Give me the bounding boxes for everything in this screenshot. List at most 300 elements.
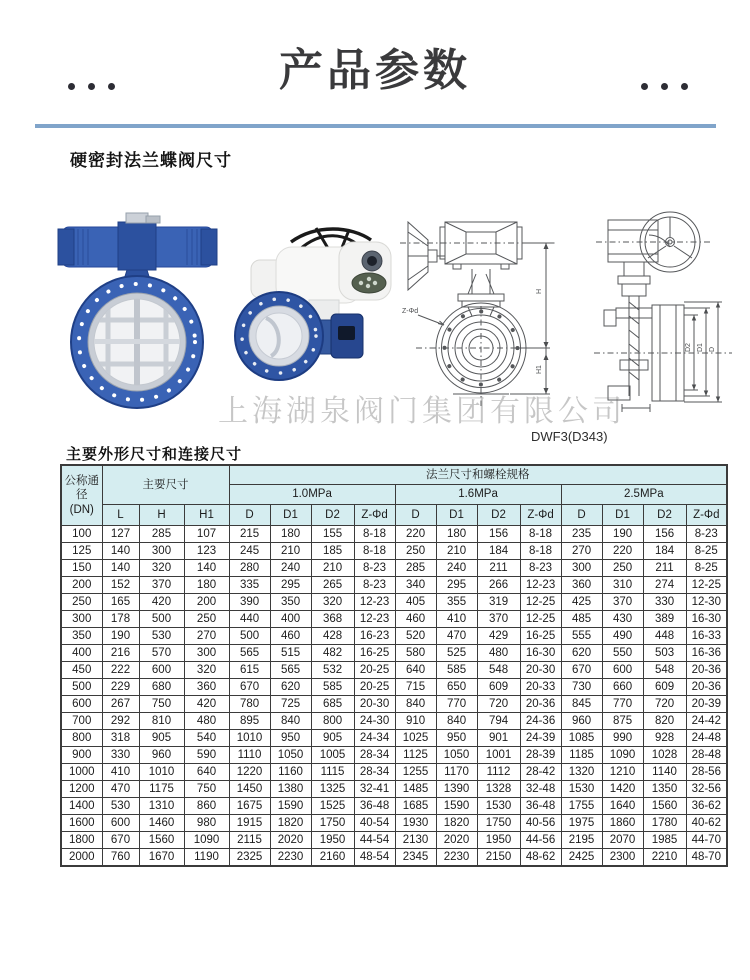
col-header-d2: D2 bbox=[311, 504, 354, 525]
dim-cell: 1380 bbox=[270, 780, 311, 797]
col-header-d1: D1 bbox=[270, 504, 311, 525]
dim-cell: 1320 bbox=[561, 763, 602, 780]
dim-cell: 910 bbox=[395, 712, 436, 729]
dim-cell: 1675 bbox=[229, 797, 270, 814]
dim-cell: 32-48 bbox=[520, 780, 561, 797]
dim-cell: 480 bbox=[477, 644, 520, 661]
dim-cell: 685 bbox=[311, 695, 354, 712]
dn-cell: 700 bbox=[61, 712, 102, 729]
dim-cell: 240 bbox=[436, 559, 477, 576]
dim-cell: 895 bbox=[229, 712, 270, 729]
dim-cell: 250 bbox=[184, 610, 229, 627]
table-row bbox=[61, 559, 727, 576]
dim-cell: 360 bbox=[184, 678, 229, 695]
dim-cell: 155 bbox=[311, 525, 354, 542]
dn-cell: 400 bbox=[61, 644, 102, 661]
dn-cell: 500 bbox=[61, 678, 102, 695]
table-row bbox=[61, 831, 727, 848]
dim-cell: 2345 bbox=[395, 848, 436, 866]
dim-cell: 1950 bbox=[477, 831, 520, 848]
dim-cell: 8-18 bbox=[520, 542, 561, 559]
dim-cell: 2300 bbox=[602, 848, 643, 866]
dim-cell: 28-48 bbox=[686, 746, 727, 763]
col-header-1.6mpa: 1.6MPa bbox=[395, 485, 561, 504]
dim-label-h: H bbox=[536, 288, 543, 294]
col-header-dn: 公称通径(DN) bbox=[61, 465, 102, 525]
col-header-zfd: Z-Φd bbox=[686, 504, 727, 525]
dim-cell: 1420 bbox=[602, 780, 643, 797]
dim-cell: 1170 bbox=[436, 763, 477, 780]
dim-cell: 16-25 bbox=[354, 644, 395, 661]
dim-cell: 820 bbox=[643, 712, 686, 729]
dim-cell: 1220 bbox=[229, 763, 270, 780]
dim-cell: 1485 bbox=[395, 780, 436, 797]
valve-flange bbox=[71, 276, 203, 408]
dim-cell: 245 bbox=[229, 542, 270, 559]
dim-cell: 425 bbox=[561, 593, 602, 610]
dim-cell: 350 bbox=[270, 593, 311, 610]
dim-cell: 156 bbox=[477, 525, 520, 542]
col-header-h1: H1 bbox=[184, 504, 229, 525]
dim-cell: 24-48 bbox=[686, 729, 727, 746]
svg-text:Z-Φd: Z-Φd bbox=[402, 308, 419, 315]
dim-cell: 250 bbox=[602, 559, 643, 576]
dim-cell: 620 bbox=[561, 644, 602, 661]
table-row bbox=[61, 763, 727, 780]
dim-cell: 1005 bbox=[311, 746, 354, 763]
dim-cell: 600 bbox=[602, 661, 643, 678]
dn-cell: 350 bbox=[61, 627, 102, 644]
dim-cell: 960 bbox=[139, 746, 184, 763]
dim-cell: 32-41 bbox=[354, 780, 395, 797]
dim-cell: 20-36 bbox=[686, 678, 727, 695]
dim-cell: 184 bbox=[477, 542, 520, 559]
dim-cell: 1560 bbox=[139, 831, 184, 848]
dim-cell: 525 bbox=[436, 644, 477, 661]
dim-cell: 355 bbox=[436, 593, 477, 610]
dim-cell: 24-34 bbox=[354, 729, 395, 746]
dn-cell: 900 bbox=[61, 746, 102, 763]
dim-cell: 485 bbox=[561, 610, 602, 627]
dim-cell: 8-23 bbox=[354, 559, 395, 576]
dim-cell: 960 bbox=[561, 712, 602, 729]
dim-cell: 1190 bbox=[184, 848, 229, 866]
dim-cell: 810 bbox=[139, 712, 184, 729]
dim-cell: 565 bbox=[229, 644, 270, 661]
table-row bbox=[61, 695, 727, 712]
dim-cell: 1350 bbox=[643, 780, 686, 797]
dim-cell: 265 bbox=[311, 576, 354, 593]
dim-cell: 420 bbox=[184, 695, 229, 712]
dim-cell: 215 bbox=[229, 525, 270, 542]
dim-cell: 405 bbox=[395, 593, 436, 610]
dim-cell: 845 bbox=[561, 695, 602, 712]
dim-cell: 1670 bbox=[139, 848, 184, 866]
pneumatic-valve-photo bbox=[50, 210, 225, 415]
dim-cell: 600 bbox=[139, 661, 184, 678]
dim-cell: 515 bbox=[270, 644, 311, 661]
dim-cell: 330 bbox=[643, 593, 686, 610]
dim-cell: 330 bbox=[102, 746, 139, 763]
dim-cell: 270 bbox=[561, 542, 602, 559]
dim-cell: 600 bbox=[102, 814, 139, 831]
dim-cell: 250 bbox=[395, 542, 436, 559]
dim-cell: 2070 bbox=[602, 831, 643, 848]
dim-cell: 335 bbox=[229, 576, 270, 593]
dim-cell: 905 bbox=[311, 729, 354, 746]
dim-cell: 140 bbox=[102, 542, 139, 559]
dim-cell: 540 bbox=[184, 729, 229, 746]
col-header-l: L bbox=[102, 504, 139, 525]
dim-cell: 180 bbox=[184, 576, 229, 593]
dim-cell: 266 bbox=[477, 576, 520, 593]
dim-cell: 1001 bbox=[477, 746, 520, 763]
dim-cell: 1685 bbox=[395, 797, 436, 814]
dim-cell: 28-34 bbox=[354, 763, 395, 780]
dim-cell: 1525 bbox=[311, 797, 354, 814]
dim-cell: 1328 bbox=[477, 780, 520, 797]
dim-cell: 720 bbox=[643, 695, 686, 712]
dim-cell: 200 bbox=[184, 593, 229, 610]
dim-cell: 123 bbox=[184, 542, 229, 559]
col-header-d: D bbox=[561, 504, 602, 525]
table-row bbox=[61, 542, 727, 559]
dim-cell: 1112 bbox=[477, 763, 520, 780]
dim-cell: 16-36 bbox=[686, 644, 727, 661]
dn-cell: 1600 bbox=[61, 814, 102, 831]
dim-cell: 750 bbox=[139, 695, 184, 712]
dim-cell: 1175 bbox=[139, 780, 184, 797]
dim-cell: 640 bbox=[184, 763, 229, 780]
dim-cell: 1185 bbox=[561, 746, 602, 763]
figure-strip bbox=[0, 190, 750, 452]
dim-cell: 20-30 bbox=[520, 661, 561, 678]
dim-cell: 12-25 bbox=[520, 593, 561, 610]
dim-cell: 580 bbox=[395, 644, 436, 661]
dim-cell: 1780 bbox=[643, 814, 686, 831]
dim-cell: 2195 bbox=[561, 831, 602, 848]
table-row bbox=[61, 644, 727, 661]
table-row bbox=[61, 797, 727, 814]
dim-cell: 107 bbox=[184, 525, 229, 542]
dim-cell: 670 bbox=[561, 661, 602, 678]
dim-cell: 20-33 bbox=[520, 678, 561, 695]
dim-cell: 267 bbox=[102, 695, 139, 712]
dim-cell: 1820 bbox=[270, 814, 311, 831]
dim-cell: 285 bbox=[139, 525, 184, 542]
dim-cell: 555 bbox=[561, 627, 602, 644]
col-header-d: D bbox=[229, 504, 270, 525]
col-header-d: D bbox=[395, 504, 436, 525]
dim-cell: 165 bbox=[102, 593, 139, 610]
gearbox-drawing bbox=[440, 222, 522, 269]
table-row bbox=[61, 610, 727, 627]
dim-cell: 548 bbox=[643, 661, 686, 678]
dn-cell: 2000 bbox=[61, 848, 102, 866]
section-title: 硬密封法兰蝶阀尺寸 bbox=[70, 151, 232, 170]
dim-cell: 210 bbox=[270, 542, 311, 559]
dim-cell: 905 bbox=[139, 729, 184, 746]
dim-cell: 2020 bbox=[270, 831, 311, 848]
dim-cell: 16-30 bbox=[686, 610, 727, 627]
table-row bbox=[61, 525, 727, 542]
dim-cell: 190 bbox=[102, 627, 139, 644]
dim-cell: 1140 bbox=[643, 763, 686, 780]
dim-cell: 1110 bbox=[229, 746, 270, 763]
dim-cell: 1530 bbox=[477, 797, 520, 814]
dim-cell: 180 bbox=[270, 525, 311, 542]
dim-cell: 370 bbox=[477, 610, 520, 627]
dim-cell: 1210 bbox=[602, 763, 643, 780]
dim-cell: 20-36 bbox=[520, 695, 561, 712]
dim-cell: 300 bbox=[184, 644, 229, 661]
dim-cell: 990 bbox=[602, 729, 643, 746]
dim-cell: 1950 bbox=[311, 831, 354, 848]
dim-cell: 570 bbox=[139, 644, 184, 661]
dim-cell: 2210 bbox=[643, 848, 686, 866]
dim-cell: 470 bbox=[436, 627, 477, 644]
valve-disc-grid bbox=[94, 299, 180, 385]
dim-label-d: D bbox=[709, 346, 716, 352]
dim-cell: 950 bbox=[270, 729, 311, 746]
dim-cell: 28-42 bbox=[520, 763, 561, 780]
dim-cell: 730 bbox=[561, 678, 602, 695]
dim-cell: 20-39 bbox=[686, 695, 727, 712]
valve-model-label: DWF3(D343) bbox=[531, 429, 608, 444]
dim-cell: 615 bbox=[229, 661, 270, 678]
dim-cell: 860 bbox=[184, 797, 229, 814]
dim-cell: 1090 bbox=[602, 746, 643, 763]
dim-cell: 190 bbox=[602, 525, 643, 542]
dim-cell: 620 bbox=[270, 678, 311, 695]
dn-cell: 450 bbox=[61, 661, 102, 678]
dim-cell: 24-39 bbox=[520, 729, 561, 746]
dim-cell: 585 bbox=[311, 678, 354, 695]
dim-cell: 20-25 bbox=[354, 678, 395, 695]
dn-cell: 1800 bbox=[61, 831, 102, 848]
dim-cell: 185 bbox=[311, 542, 354, 559]
dim-cell: 8-25 bbox=[686, 559, 727, 576]
dim-cell: 1025 bbox=[395, 729, 436, 746]
dim-cell: 760 bbox=[102, 848, 139, 866]
dim-cell: 1750 bbox=[311, 814, 354, 831]
dim-cell: 370 bbox=[602, 593, 643, 610]
dim-label-d1: D1 bbox=[697, 343, 704, 352]
dim-cell: 1390 bbox=[436, 780, 477, 797]
dim-cell: 40-54 bbox=[354, 814, 395, 831]
dim-cell: 48-70 bbox=[686, 848, 727, 866]
dim-cell: 310 bbox=[602, 576, 643, 593]
dim-cell: 210 bbox=[436, 542, 477, 559]
table-row bbox=[61, 593, 727, 610]
dim-cell: 1915 bbox=[229, 814, 270, 831]
dim-cell: 360 bbox=[561, 576, 602, 593]
table-row bbox=[61, 661, 727, 678]
dim-cell: 480 bbox=[184, 712, 229, 729]
page-title: 产品参数 bbox=[279, 46, 471, 95]
dn-cell: 100 bbox=[61, 525, 102, 542]
dim-cell: 980 bbox=[184, 814, 229, 831]
dim-cell: 500 bbox=[229, 627, 270, 644]
dim-cell: 725 bbox=[270, 695, 311, 712]
dim-cell: 20-25 bbox=[354, 661, 395, 678]
dim-cell: 12-23 bbox=[354, 610, 395, 627]
dim-cell: 840 bbox=[270, 712, 311, 729]
col-header-d2: D2 bbox=[643, 504, 686, 525]
dim-cell: 274 bbox=[643, 576, 686, 593]
dim-cell: 48-54 bbox=[354, 848, 395, 866]
dim-cell: 152 bbox=[102, 576, 139, 593]
dim-cell: 240 bbox=[270, 559, 311, 576]
col-header-2.5mpa: 2.5MPa bbox=[561, 485, 727, 504]
dim-cell: 340 bbox=[395, 576, 436, 593]
dim-cell: 650 bbox=[436, 678, 477, 695]
dim-cell: 8-18 bbox=[354, 525, 395, 542]
dim-cell: 292 bbox=[102, 712, 139, 729]
dim-cell: 1560 bbox=[643, 797, 686, 814]
dim-cell: 184 bbox=[643, 542, 686, 559]
dim-label-d2: D2 bbox=[685, 343, 692, 352]
dim-cell: 840 bbox=[436, 712, 477, 729]
dim-cell: 235 bbox=[561, 525, 602, 542]
dim-cell: 44-54 bbox=[354, 831, 395, 848]
dim-cell: 28-56 bbox=[686, 763, 727, 780]
dim-cell: 2160 bbox=[311, 848, 354, 866]
dim-cell: 928 bbox=[643, 729, 686, 746]
dim-cell: 670 bbox=[102, 831, 139, 848]
dim-cell: 1975 bbox=[561, 814, 602, 831]
col-header-d2: D2 bbox=[477, 504, 520, 525]
dim-cell: 1590 bbox=[436, 797, 477, 814]
dim-cell: 285 bbox=[395, 559, 436, 576]
dim-cell: 220 bbox=[395, 525, 436, 542]
table-row bbox=[61, 678, 727, 695]
dim-cell: 8-23 bbox=[354, 576, 395, 593]
dim-cell: 420 bbox=[139, 593, 184, 610]
dimension-lines bbox=[510, 243, 550, 394]
dim-cell: 280 bbox=[229, 559, 270, 576]
dn-cell: 600 bbox=[61, 695, 102, 712]
dim-cell: 180 bbox=[436, 525, 477, 542]
dim-cell: 429 bbox=[477, 627, 520, 644]
dim-cell: 20-30 bbox=[354, 695, 395, 712]
dim-cell: 12-25 bbox=[686, 576, 727, 593]
dim-cell: 320 bbox=[311, 593, 354, 610]
dim-cell: 40-56 bbox=[520, 814, 561, 831]
table-row bbox=[61, 814, 727, 831]
electric-valve-photo bbox=[221, 220, 397, 395]
dim-cell: 640 bbox=[395, 661, 436, 678]
dim-cell: 440 bbox=[229, 610, 270, 627]
col-header-zfd: Z-Φd bbox=[520, 504, 561, 525]
dim-cell: 140 bbox=[102, 559, 139, 576]
dim-cell: 211 bbox=[643, 559, 686, 576]
dim-cell: 1450 bbox=[229, 780, 270, 797]
dim-cell: 2425 bbox=[561, 848, 602, 866]
dim-cell: 229 bbox=[102, 678, 139, 695]
table-row bbox=[61, 746, 727, 763]
dim-cell: 503 bbox=[643, 644, 686, 661]
dim-cell: 12-23 bbox=[520, 576, 561, 593]
handwheel-drawing bbox=[408, 222, 445, 290]
col-header-flange-spec: 法兰尺寸和螺栓规格 bbox=[229, 465, 727, 485]
dim-cell: 20-36 bbox=[686, 661, 727, 678]
dim-cell: 368 bbox=[311, 610, 354, 627]
dim-cell: 950 bbox=[436, 729, 477, 746]
dim-cell: 12-23 bbox=[354, 593, 395, 610]
col-header-d1: D1 bbox=[436, 504, 477, 525]
dim-cell: 390 bbox=[229, 593, 270, 610]
dim-cell: 875 bbox=[602, 712, 643, 729]
dim-cell: 2230 bbox=[436, 848, 477, 866]
dim-cell: 715 bbox=[395, 678, 436, 695]
dim-cell: 32-56 bbox=[686, 780, 727, 797]
dim-cell: 28-34 bbox=[354, 746, 395, 763]
dim-cell: 24-42 bbox=[686, 712, 727, 729]
dots-right-icon bbox=[641, 83, 688, 90]
dim-cell: 1050 bbox=[270, 746, 311, 763]
dim-cell: 410 bbox=[102, 763, 139, 780]
dim-cell: 800 bbox=[311, 712, 354, 729]
company-watermark: 上海湖泉阀门集团有限公司 bbox=[218, 395, 626, 428]
table-row bbox=[61, 848, 727, 866]
table-row bbox=[61, 576, 727, 593]
dim-cell: 1085 bbox=[561, 729, 602, 746]
dn-cell: 200 bbox=[61, 576, 102, 593]
dim-cell: 318 bbox=[102, 729, 139, 746]
dim-cell: 300 bbox=[139, 542, 184, 559]
dim-cell: 295 bbox=[270, 576, 311, 593]
dim-cell: 1010 bbox=[229, 729, 270, 746]
dim-cell: 216 bbox=[102, 644, 139, 661]
dim-cell: 8-18 bbox=[520, 525, 561, 542]
dim-cell: 670 bbox=[229, 678, 270, 695]
dim-cell: 211 bbox=[477, 559, 520, 576]
dim-cell: 270 bbox=[184, 627, 229, 644]
dim-cell: 590 bbox=[184, 746, 229, 763]
dim-label-h1: H1 bbox=[536, 365, 543, 374]
dim-cell: 428 bbox=[311, 627, 354, 644]
dim-cell: 1755 bbox=[561, 797, 602, 814]
dim-cell: 470 bbox=[102, 780, 139, 797]
dim-cell: 16-25 bbox=[520, 627, 561, 644]
dn-cell: 150 bbox=[61, 559, 102, 576]
dim-cell: 36-62 bbox=[686, 797, 727, 814]
dim-cell: 460 bbox=[395, 610, 436, 627]
dim-cell: 1930 bbox=[395, 814, 436, 831]
col-header-d1: D1 bbox=[602, 504, 643, 525]
dim-cell: 1115 bbox=[311, 763, 354, 780]
dim-cell: 780 bbox=[229, 695, 270, 712]
dim-cell: 220 bbox=[602, 542, 643, 559]
dim-cell: 178 bbox=[102, 610, 139, 627]
dim-cell: 300 bbox=[561, 559, 602, 576]
dim-cell: 48-62 bbox=[520, 848, 561, 866]
dim-cell: 1640 bbox=[602, 797, 643, 814]
dimension-table bbox=[60, 464, 728, 867]
table-row bbox=[61, 780, 727, 797]
dn-cell: 300 bbox=[61, 610, 102, 627]
dim-cell: 530 bbox=[139, 627, 184, 644]
dim-cell: 24-30 bbox=[354, 712, 395, 729]
dim-cell: 8-25 bbox=[686, 542, 727, 559]
dim-cell: 389 bbox=[643, 610, 686, 627]
dim-cell: 770 bbox=[602, 695, 643, 712]
dim-cell: 2150 bbox=[477, 848, 520, 866]
dn-cell: 250 bbox=[61, 593, 102, 610]
col-header-1.0mpa: 1.0MPa bbox=[229, 485, 395, 504]
bolt-note bbox=[402, 308, 444, 325]
